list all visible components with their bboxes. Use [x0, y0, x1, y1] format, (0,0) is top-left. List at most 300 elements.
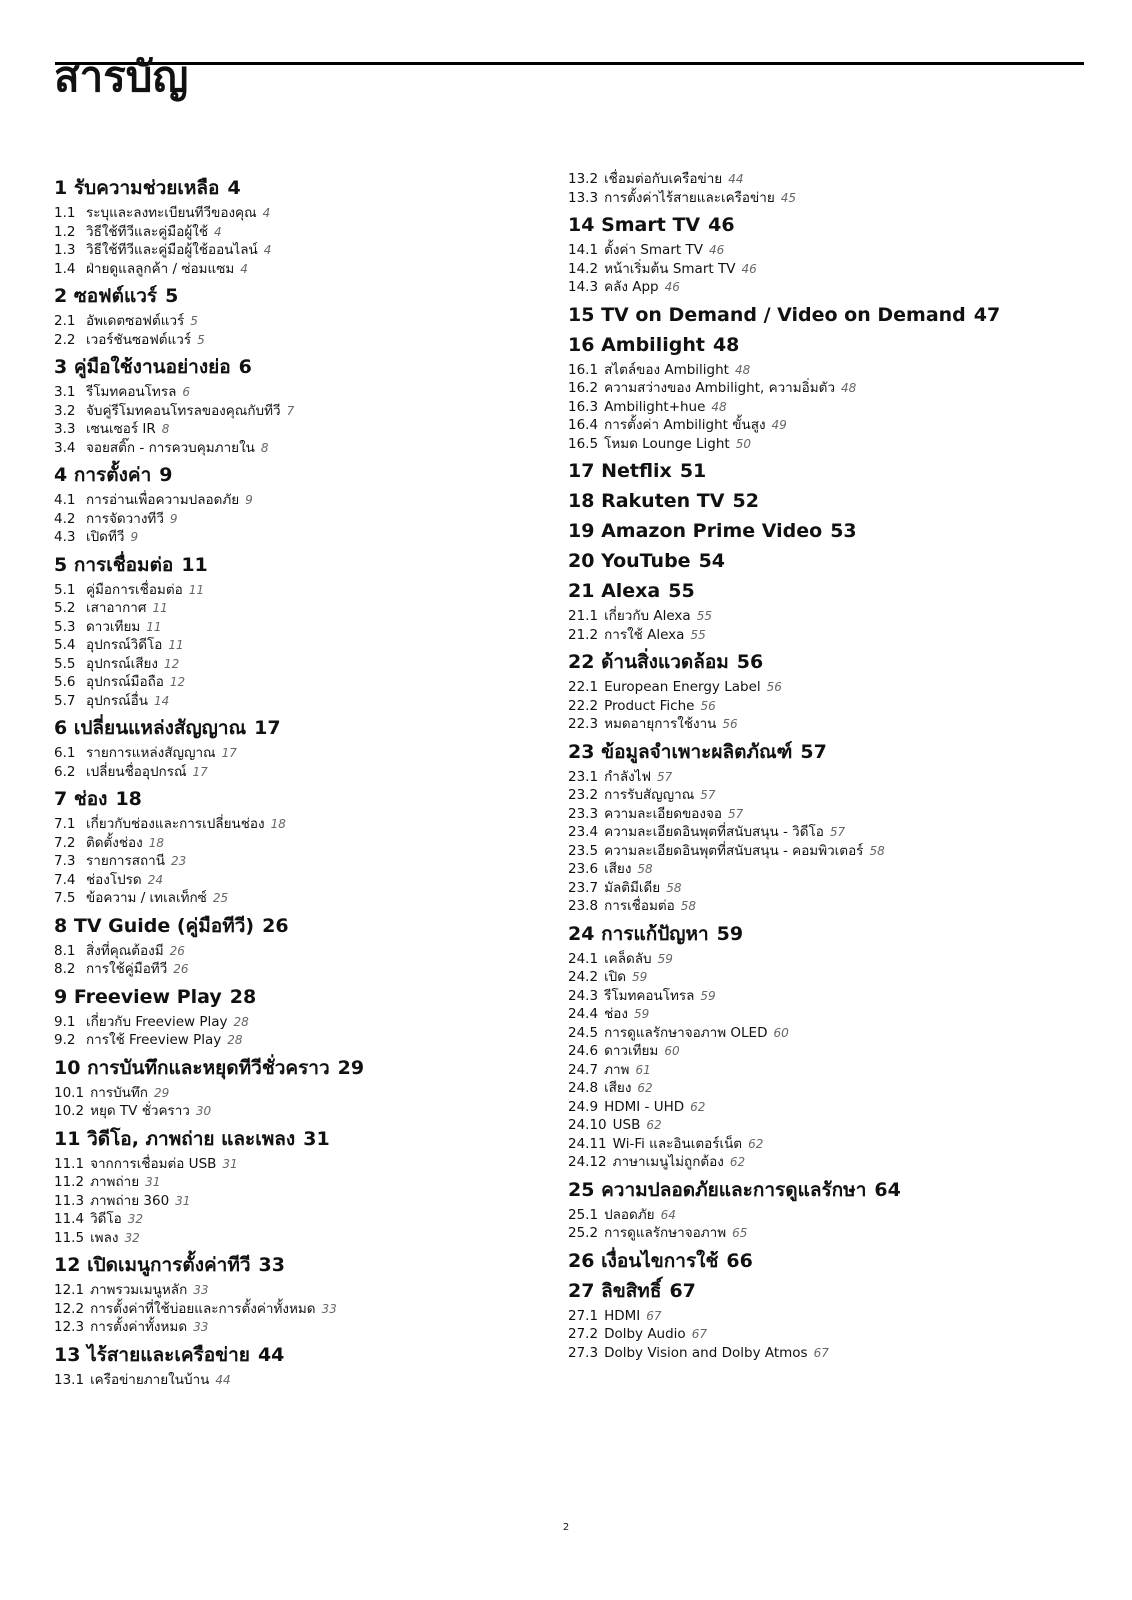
toc-subitem-number: 11.3 — [54, 1192, 85, 1209]
toc-subitem[interactable] — [568, 1098, 1068, 1117]
toc-section-number: 19 — [568, 520, 595, 542]
toc-subitem-page: 31 — [145, 1175, 161, 1189]
toc-subitem-text: รีโมทคอนโทรล — [86, 384, 177, 400]
toc-subitem-list — [568, 768, 1068, 916]
toc-subitem[interactable] — [568, 379, 1068, 398]
toc-section-number: 2 — [54, 285, 68, 307]
toc-subitem-text: การเชื่อมต่อ — [604, 898, 675, 914]
toc-subitem[interactable] — [54, 241, 554, 260]
toc-subitem-text: คลัง App — [604, 279, 659, 295]
toc-section-heading[interactable] — [54, 1056, 554, 1080]
toc-section-number: 13 — [54, 1343, 81, 1366]
toc-subitem-text: วิธีใช้ทีวีและคู่มือผู้ใช้ — [86, 223, 208, 240]
toc-subitem[interactable] — [54, 581, 554, 600]
toc-subitem[interactable] — [54, 1210, 554, 1229]
toc-section-number: 10 — [54, 1056, 81, 1079]
toc-left-column — [54, 170, 554, 1393]
toc-subitem[interactable] — [568, 607, 1068, 626]
toc-section-heading[interactable] — [568, 549, 1068, 573]
toc-subitem[interactable] — [568, 1224, 1068, 1243]
toc-subitem-text: เซนเซอร์ IR — [86, 421, 156, 437]
toc-subitem-page: 4 — [262, 206, 271, 220]
toc-section-page: 51 — [679, 460, 707, 482]
toc-subitem[interactable] — [54, 1192, 554, 1211]
toc-section-page: 54 — [698, 550, 726, 572]
toc-subitem[interactable] — [568, 1061, 1068, 1080]
toc-section-heading[interactable] — [568, 459, 1068, 483]
toc-subitem-text: วิธีใช้ทีวีและคู่มือผู้ใช้ออนไลน์ — [86, 242, 258, 258]
toc-subitem-number: 3.4 — [54, 439, 76, 456]
toc-subitem-page: 61 — [635, 1062, 651, 1077]
toc-subitem-number: 23.8 — [568, 898, 599, 914]
toc-subitem-text: เปลี่ยนชื่ออุปกรณ์ — [86, 763, 187, 780]
toc-subitem-page: 28 — [233, 1014, 249, 1029]
toc-subitem-page: 17 — [221, 746, 237, 760]
toc-subitem[interactable] — [54, 655, 554, 674]
toc-section-heading[interactable] — [568, 1249, 1068, 1273]
toc-subitem-number: 16.2 — [568, 380, 599, 396]
toc-subitem[interactable] — [568, 241, 1068, 260]
toc-subitem-number: 11.4 — [54, 1211, 85, 1227]
toc-subitem[interactable] — [568, 189, 1068, 208]
toc-subitem-number: 4.1 — [54, 492, 76, 508]
toc-subitem-page: 14 — [153, 693, 170, 708]
toc-section-title: ลิขสิทธิ์ — [601, 1279, 662, 1302]
toc-subitem-text: ช่องโปรด — [86, 871, 142, 888]
toc-subitem-list — [54, 1084, 554, 1121]
toc-subitem-page: 49 — [771, 418, 787, 432]
toc-subitem-number: 24.6 — [568, 1043, 599, 1059]
toc-subitem[interactable] — [568, 879, 1068, 898]
toc-section-number: 23 — [568, 740, 595, 763]
toc-subitem[interactable] — [568, 768, 1068, 787]
toc-section-number: 27 — [568, 1279, 595, 1302]
toc-subitem-page: 32 — [124, 1230, 140, 1245]
toc-subitem-page: 25 — [212, 891, 229, 905]
title-rule — [55, 62, 1084, 65]
toc-subitem[interactable] — [54, 1155, 554, 1174]
toc-section-number: 21 — [568, 580, 595, 602]
toc-section — [568, 1178, 1068, 1243]
toc-subitem-number: 5.6 — [54, 674, 76, 690]
toc-subitem-page: 55 — [696, 609, 712, 623]
toc-section-heading[interactable] — [54, 914, 554, 938]
toc-subitem[interactable] — [568, 842, 1068, 861]
toc-section-heading[interactable] — [54, 1127, 554, 1151]
toc-section-heading[interactable] — [54, 284, 554, 308]
toc-subitem-page: 59 — [700, 988, 716, 1003]
toc-subitem[interactable] — [54, 815, 554, 834]
toc-subitem-number: 10.2 — [54, 1103, 85, 1119]
toc-subitem-number: 1.2 — [54, 223, 76, 240]
toc-section-title: Netflix — [601, 460, 672, 482]
toc-subitem[interactable] — [568, 435, 1068, 454]
toc-subitem-page: 44 — [215, 1372, 231, 1387]
toc-subitem[interactable] — [54, 528, 554, 547]
toc-section-number: 18 — [568, 490, 595, 512]
toc-subitem[interactable] — [54, 1318, 554, 1337]
toc-section-heading[interactable] — [568, 303, 1068, 327]
toc-subitem-number: 14.3 — [568, 279, 599, 295]
toc-subitem-page: 12 — [163, 656, 180, 671]
toc-section-heading[interactable] — [54, 463, 554, 487]
toc-subitem-page: 56 — [766, 680, 782, 694]
toc-subitem[interactable] — [54, 312, 554, 331]
toc-subitem-page: 62 — [646, 1118, 662, 1132]
toc-subitem-text: วิดีโอ — [90, 1211, 122, 1227]
toc-section-page: 46 — [708, 214, 735, 236]
toc-subitem-page: 45 — [780, 190, 797, 205]
toc-subitem[interactable] — [568, 1005, 1068, 1024]
toc-subitem-text: เคล็ดลับ — [604, 950, 652, 967]
toc-subitem-page: 30 — [195, 1104, 212, 1118]
toc-subitem-number: 1.1 — [54, 205, 76, 221]
toc-subitem-number: 24.3 — [568, 987, 599, 1004]
toc-subitem[interactable] — [568, 805, 1068, 824]
toc-section-number: 7 — [54, 788, 68, 810]
toc-subitem-number: 11.1 — [54, 1155, 85, 1172]
toc-subitem[interactable] — [54, 1281, 554, 1300]
toc-subitem-list — [54, 1281, 554, 1337]
toc-subitem-number: 3.3 — [54, 421, 76, 437]
toc-subitem[interactable] — [54, 1102, 554, 1121]
toc-subitem[interactable] — [568, 715, 1068, 734]
toc-subitem[interactable] — [54, 204, 554, 223]
toc-section-heading[interactable] — [54, 1343, 554, 1367]
toc-subitem-page: 9 — [169, 511, 178, 526]
toc-subitem[interactable] — [568, 1042, 1068, 1061]
toc-subitem[interactable] — [568, 1153, 1068, 1172]
toc-subitem[interactable] — [568, 987, 1068, 1006]
toc-subitem[interactable] — [54, 1300, 554, 1319]
toc-section — [54, 716, 554, 781]
toc-subitem-page: 62 — [690, 1099, 706, 1114]
toc-section-heading[interactable] — [54, 176, 554, 200]
toc-section-heading[interactable] — [54, 1253, 554, 1277]
toc-subitem[interactable] — [568, 1116, 1068, 1135]
toc-subitem[interactable] — [54, 260, 554, 279]
toc-subitem-number: 8.2 — [54, 961, 76, 977]
toc-subitem[interactable] — [568, 1344, 1068, 1363]
toc-subitem[interactable] — [54, 1229, 554, 1248]
toc-subitem-text: ช่อง — [604, 1006, 628, 1022]
toc-subitem-page: 18 — [148, 835, 165, 850]
toc-section-page: 47 — [973, 303, 1001, 326]
toc-subitem[interactable] — [54, 420, 554, 439]
toc-subitem[interactable] — [568, 278, 1068, 297]
toc-subitem[interactable] — [568, 897, 1068, 916]
toc-subitem[interactable] — [568, 361, 1068, 380]
toc-subitem[interactable] — [54, 834, 554, 853]
toc-subitem[interactable] — [54, 763, 554, 782]
toc-section-page: 6 — [238, 356, 252, 378]
toc-subitem-number: 13.3 — [568, 189, 599, 206]
toc-subitem[interactable] — [54, 942, 554, 961]
toc-subitem-text: การตั้งค่าที่ใช้บ่อยและการตั้งค่าทั้งหมด — [90, 1300, 316, 1317]
toc-subitem-page: 46 — [741, 261, 757, 276]
toc-subitem-list — [568, 678, 1068, 734]
toc-subitem-number: 9.1 — [54, 1013, 76, 1030]
toc-subitem-number: 23.6 — [568, 861, 599, 877]
toc-subitem-text: กำลังไฟ — [604, 768, 652, 785]
toc-subitem-page: 59 — [657, 951, 673, 966]
toc-subitem[interactable] — [568, 1206, 1068, 1225]
toc-subitem[interactable] — [568, 697, 1068, 716]
toc-subitem-list — [54, 942, 554, 979]
toc-subitem[interactable] — [568, 260, 1068, 279]
toc-subitem[interactable] — [568, 1307, 1068, 1326]
toc-subitem[interactable] — [54, 618, 554, 637]
toc-section — [568, 549, 1068, 573]
toc-subitem[interactable] — [568, 1079, 1068, 1098]
toc-subitem-number: 23.5 — [568, 842, 599, 859]
toc-subitem-text: เกี่ยวกับ Freeview Play — [86, 1013, 228, 1030]
toc-subitem-number: 16.1 — [568, 361, 599, 378]
toc-section-heading[interactable] — [54, 716, 554, 740]
toc-subitem-page: 48 — [711, 399, 727, 414]
toc-subitem[interactable] — [54, 599, 554, 618]
toc-subitem-text: การดูแลรักษาจอภาพ OLED — [604, 1024, 768, 1041]
toc-subitem[interactable] — [54, 1084, 554, 1103]
toc-subitem[interactable] — [54, 852, 554, 871]
toc-subitem[interactable] — [54, 1371, 554, 1390]
toc-subitem[interactable] — [568, 786, 1068, 805]
toc-subitem[interactable] — [54, 744, 554, 763]
toc-subitem-page: 9 — [130, 530, 139, 544]
toc-subitem[interactable] — [54, 871, 554, 890]
toc-subitem-page: 59 — [632, 970, 648, 984]
toc-section-title: TV on Demand / Video on Demand — [601, 303, 966, 326]
toc-subitem-list — [54, 815, 554, 908]
toc-subitem[interactable] — [54, 439, 554, 458]
toc-subitem-list — [568, 607, 1068, 644]
toc-subitem-number: 21.2 — [568, 626, 599, 643]
toc-subitem-text: ดาวเทียม — [604, 1043, 659, 1059]
toc-subitem[interactable] — [568, 950, 1068, 969]
toc-subitem-number: 24.5 — [568, 1024, 599, 1041]
toc-subitem-list — [54, 312, 554, 349]
toc-section — [54, 284, 554, 349]
toc-section-title: ด้านสิ่งแวดล้อม — [601, 651, 729, 673]
toc-subitem-text: การใช้คู่มือทีวี — [86, 961, 168, 977]
toc-section-number: 15 — [568, 303, 595, 326]
toc-subitem-page: 57 — [700, 788, 716, 802]
toc-subitem[interactable] — [568, 1325, 1068, 1344]
toc-section-number: 6 — [54, 717, 68, 739]
toc-section-heading[interactable] — [568, 579, 1068, 603]
toc-subitem-number: 12.2 — [54, 1300, 85, 1317]
toc-subitem-page: 7 — [286, 403, 295, 418]
toc-subitem[interactable] — [568, 1024, 1068, 1043]
toc-section — [54, 1343, 554, 1390]
toc-subitem-page: 33 — [193, 1283, 209, 1297]
toc-subitem-page: 4 — [240, 261, 248, 276]
toc-subitem-text: Wi-Fi และอินเตอร์เน็ต — [612, 1135, 743, 1152]
toc-subitem-text: อัพเดตซอฟต์แวร์ — [86, 313, 185, 329]
toc-subitem-page: 64 — [660, 1207, 676, 1222]
toc-section-page: 26 — [262, 914, 289, 937]
toc-subitem-page: 59 — [633, 1007, 650, 1021]
toc-section-title: เงื่อนไขการใช้ — [601, 1249, 719, 1272]
toc-subitem-page: 32 — [127, 1212, 144, 1226]
toc-subitem-text: มัลติมีเดีย — [604, 879, 661, 896]
toc-subitem[interactable] — [568, 968, 1068, 987]
toc-section — [54, 463, 554, 547]
toc-subitem-page: 56 — [700, 698, 716, 713]
toc-section-page: 18 — [115, 788, 142, 810]
toc-section-heading[interactable] — [568, 922, 1068, 946]
toc-section-number: 12 — [54, 1254, 81, 1276]
toc-section-page: 4 — [227, 177, 241, 199]
toc-subitem[interactable] — [54, 673, 554, 692]
toc-section-title: Ambilight — [601, 333, 705, 356]
toc-subitem-page: 44 — [728, 172, 744, 186]
toc-subitem[interactable] — [54, 491, 554, 510]
toc-subitem-text: สไตล์ของ Ambilight — [604, 361, 729, 378]
toc-section-heading[interactable] — [568, 519, 1068, 543]
toc-subitem-list — [54, 491, 554, 547]
toc-subitem-number: 24.11 — [568, 1135, 607, 1152]
toc-section — [568, 650, 1068, 734]
toc-subitem-text: ปลอดภัย — [604, 1206, 655, 1223]
toc-subitem[interactable] — [568, 170, 1068, 189]
toc-subitem-text: เชื่อมต่อกับเครือข่าย — [604, 171, 723, 187]
toc-section-number: 24 — [568, 922, 595, 945]
toc-subitem[interactable] — [54, 960, 554, 979]
toc-section — [568, 922, 1068, 1172]
toc-subitem-text: การตั้งค่าไร้สายและเครือข่าย — [604, 189, 775, 206]
toc-subitem-page: 67 — [691, 1327, 707, 1341]
toc-section-heading[interactable] — [568, 333, 1068, 357]
toc-subitem-page: 11 — [168, 638, 184, 652]
toc-subitem-number: 24.7 — [568, 1061, 599, 1078]
toc-subitem-text: ฝ่ายดูแลลูกค้า / ซ่อมแซม — [86, 260, 235, 277]
toc-subitem-text: รายการสถานี — [86, 853, 165, 869]
toc-subitem-text: ภาพถ่าย — [90, 1174, 140, 1190]
page-title: สารบัญ — [54, 52, 189, 101]
toc-subitem[interactable] — [568, 823, 1068, 842]
toc-subitem[interactable] — [54, 1013, 554, 1032]
toc-section-heading[interactable] — [568, 489, 1068, 513]
toc-subitem-number: 24.9 — [568, 1098, 599, 1115]
toc-subitem-number: 5.3 — [54, 618, 76, 635]
toc-section-title: ไร้สายและเครือข่าย — [87, 1343, 250, 1366]
toc-subitem-number: 21.1 — [568, 608, 599, 624]
toc-subitem[interactable] — [54, 331, 554, 350]
toc-section-heading[interactable] — [54, 355, 554, 379]
toc-subitem-number: 24.4 — [568, 1006, 599, 1022]
toc-subitem-text: อุปกรณ์เสียง — [86, 655, 158, 672]
toc-subitem[interactable] — [568, 678, 1068, 697]
toc-subitem[interactable] — [54, 383, 554, 402]
toc-subitem-number: 22.1 — [568, 679, 599, 695]
toc-subitem-page: 58 — [666, 880, 682, 895]
toc-subitem[interactable] — [54, 692, 554, 711]
toc-section-number: 17 — [568, 460, 595, 482]
toc-subitem-page: 23 — [170, 854, 187, 868]
toc-section-heading[interactable] — [54, 985, 554, 1009]
toc-section-heading[interactable] — [54, 787, 554, 811]
toc-subitem-page: 26 — [169, 943, 185, 958]
toc-subitem-number: 5.4 — [54, 637, 76, 653]
toc-subitem[interactable] — [54, 402, 554, 421]
toc-subitem[interactable] — [568, 1135, 1068, 1154]
toc-subitem-list — [568, 361, 1068, 454]
toc-section-title: เปลี่ยนแหล่งสัญญาณ — [73, 717, 247, 739]
toc-subitem[interactable] — [54, 1031, 554, 1050]
toc-subitem-number: 23.2 — [568, 787, 599, 803]
toc-subitem-number: 8.1 — [54, 942, 76, 959]
toc-subitem-number: 24.10 — [568, 1117, 607, 1133]
toc-subitem-page: 46 — [708, 243, 725, 257]
toc-subitem-text: เวอร์ชันซอฟต์แวร์ — [86, 331, 192, 348]
toc-subitem[interactable] — [54, 223, 554, 242]
toc-section-page: 64 — [874, 1178, 901, 1201]
toc-section-title: Smart TV — [601, 214, 701, 236]
toc-subitem[interactable] — [568, 416, 1068, 435]
toc-section-heading[interactable] — [568, 650, 1068, 674]
toc-subitem[interactable] — [568, 398, 1068, 417]
toc-section-page: 55 — [668, 580, 695, 602]
toc-subitem-page: 33 — [321, 1301, 337, 1316]
toc-section-page: 48 — [712, 333, 740, 356]
toc-subitem[interactable] — [54, 1173, 554, 1192]
toc-section-title: การบันทึกและหยุดทีวีชั่วคราว — [87, 1056, 330, 1079]
toc-subitem-list — [568, 170, 1068, 207]
toc-subitem[interactable] — [568, 860, 1068, 879]
toc-section-title: Freeview Play — [73, 985, 222, 1008]
toc-subitem-text: Dolby Vision and Dolby Atmos — [604, 1344, 808, 1361]
toc-subitem-number: 24.1 — [568, 950, 599, 967]
toc-subitem-page: 55 — [690, 627, 706, 642]
toc-subitem[interactable] — [54, 636, 554, 655]
toc-section-page: 52 — [732, 490, 759, 512]
toc-section-heading[interactable] — [568, 1279, 1068, 1303]
toc-subitem-text: European Energy Label — [604, 679, 761, 695]
toc-subitem-page: 58 — [869, 843, 885, 858]
toc-subitem-text: การอ่านเพื่อความปลอดภัย — [86, 492, 240, 508]
toc-section-number: 26 — [568, 1249, 595, 1272]
toc-section-heading[interactable] — [568, 213, 1068, 237]
toc-section — [54, 1056, 554, 1121]
toc-subitem-text: Dolby Audio — [604, 1326, 686, 1342]
toc-subitem-text: การใช้ Freeview Play — [86, 1032, 222, 1048]
toc-subitem[interactable] — [54, 889, 554, 908]
toc-subitem-text: เพลง — [90, 1229, 119, 1246]
toc-section-number: 1 — [54, 177, 68, 199]
toc-section-title: ช่อง — [73, 788, 108, 810]
page-number: 2 — [562, 1522, 570, 1533]
toc-subitem[interactable] — [54, 510, 554, 529]
toc-section-page: 11 — [181, 553, 208, 576]
toc-section-heading[interactable] — [54, 553, 554, 577]
toc-subitem-page: 24 — [147, 872, 163, 887]
toc-subitem-page: 46 — [664, 280, 680, 294]
toc-subitem-page: 8 — [161, 422, 170, 436]
toc-subitem-page: 62 — [637, 1081, 653, 1095]
toc-subitem-text: Ambilight+hue — [604, 398, 706, 415]
toc-subitem-list — [54, 744, 554, 781]
toc-section-heading[interactable] — [568, 1178, 1068, 1202]
toc-subitem-page: 60 — [664, 1044, 680, 1058]
toc-section-number: 16 — [568, 333, 595, 356]
toc-subitem-text: ความละเอียดอินพุตที่สนับสนุน - คอมพิวเตอร์ — [604, 842, 864, 859]
toc-subitem-number: 16.5 — [568, 435, 599, 452]
toc-subitem-number: 7.1 — [54, 816, 76, 832]
toc-section-heading[interactable] — [568, 740, 1068, 764]
toc-subitem[interactable] — [568, 626, 1068, 645]
toc-subitem-page: 26 — [173, 962, 189, 976]
